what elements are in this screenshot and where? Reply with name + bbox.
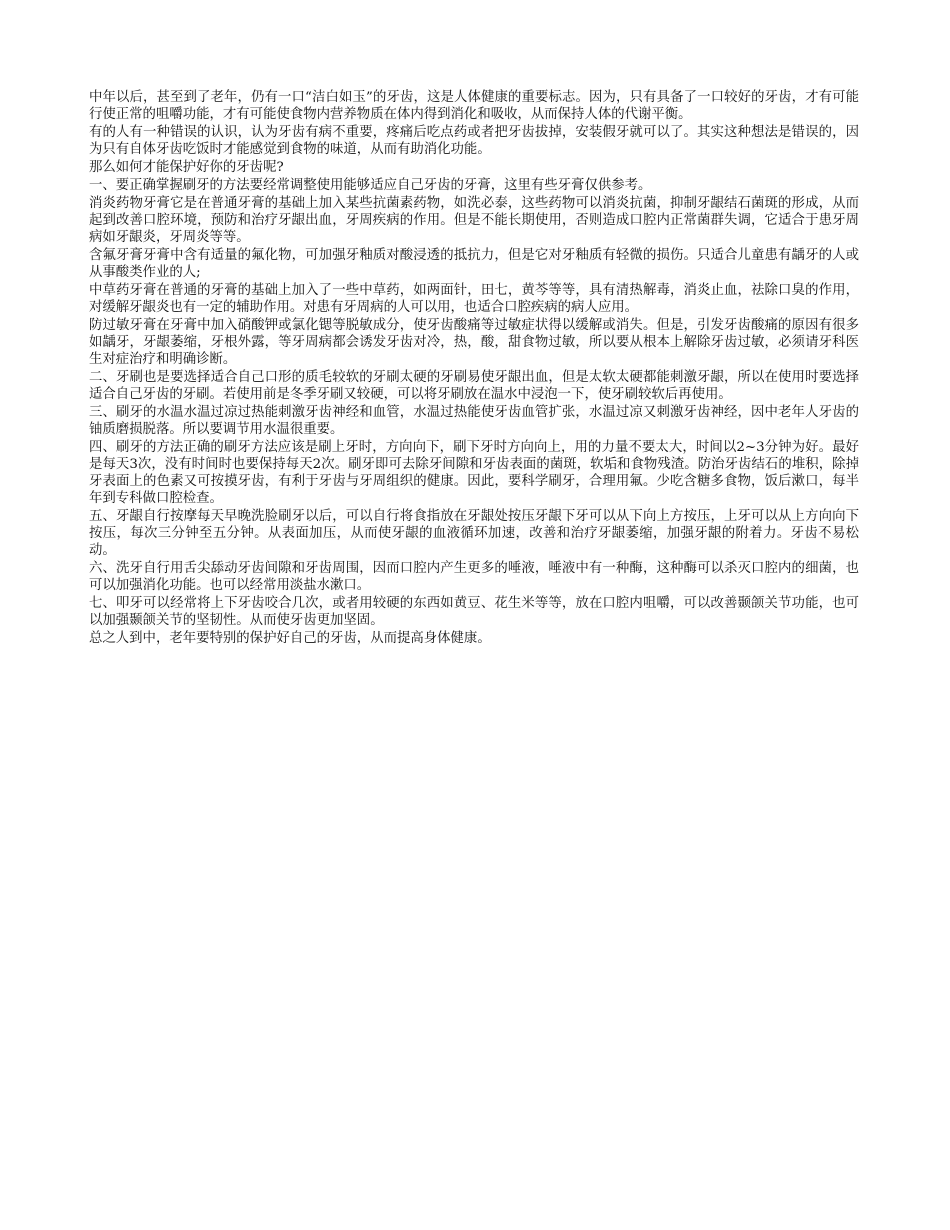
paragraph-section-2: 二、牙刷也是要选择适合自己口形的质毛较软的牙刷太硬的牙刷易使牙龈出血，但是太软太硬都能刺激牙龈，所以在使用时要选择适合自己牙齿的牙刷。若使用前是冬季牙刷又较硬，可以将牙刷放在温水中浸泡一下，使牙刷较软后再使用。 bbox=[89, 370, 859, 402]
paragraph-section-6: 六、洗牙自行用舌尖舔动牙齿间隙和牙齿周围，因而口腔内产生更多的唾液，唾液中有一种酶，这种酶可以杀灭口腔内的细菌，也可以加强消化功能。也可以经常用淡盐水漱口。 bbox=[89, 561, 859, 593]
paragraph-section-3: 三、刷牙的水温水温过凉过热能刺激牙齿神经和血管，水温过热能使牙齿血管扩张，水温过凉又刺激牙齿神经，因中老年人牙齿的铀质磨损脱落。所以要调节用水温很重要。 bbox=[89, 405, 859, 437]
paragraph-fluoride-toothpaste: 含氟牙膏牙膏中含有适量的氟化物，可加强牙釉质对酸浸透的抵抗力，但是它对牙釉质有轻微的损伤。只适合儿童患有龋牙的人或从事酸类作业的人; bbox=[89, 248, 859, 280]
paragraph-conclusion: 总之人到中，老年要特别的保护好自己的牙齿，从而提高身体健康。 bbox=[89, 631, 491, 646]
paragraph-anti-inflammatory-toothpaste: 消炎药物牙膏它是在普通牙膏的基础上加入某些抗菌素药物，如洗必泰，这些药物可以消炎抗菌，抑制牙龈结石菌斑的形成，从而起到改善口腔环境，预防和治疗牙龈出血，牙周疾病的作用。但是不能长期使用，否则造成口腔内正常菌群失调，它适合于患牙周病如牙龈炎，牙周炎等等。 bbox=[89, 196, 859, 245]
paragraph-herbal-toothpaste: 中草药牙膏在普通的牙膏的基础上加入了一些中草药，如两面针，田七，黄芩等等，具有清热解毒，消炎止血，祛除口臭的作用，对缓解牙龈炎也有一定的辅助作用。对患有牙周病的人可以用，也适合口腔疾病的病人应用。 bbox=[89, 283, 859, 315]
paragraph-section-5: 五、牙龈自行按摩每天早晚洗脸刷牙以后，可以自行将食指放在牙龈处按压牙龈下牙可以从下向上方按压，上牙可以从上方向向下按压，每次三分钟至五分钟。从表面加压，从而使牙龈的血液循环加速，改善和治疗牙龈萎缩，加强牙龈的附着力。牙齿不易松动。 bbox=[89, 509, 859, 558]
paragraph-intro: 中年以后，甚至到了老年，仍有一口“洁白如玉”的牙齿，这是人体健康的重要标志。因为，只有具备了一口较好的牙齿，才有可能行使正常的咀嚼功能，才有可能使食物内营养物质在体内得到消化和吸收，从而保持人体的代谢平衡。 bbox=[89, 90, 859, 122]
paragraph-section-4: 四、刷牙的方法正确的刷牙方法应该是刷上牙时，方向向下，刷下牙时方向向上，用的力量不要太大，时间以2~3分钟为好。最好是每天3次，没有时间时也要保持每天2次。刷牙即可去除牙间隙和牙齿表面的菌斑，软垢和食物残渣。防治牙齿结石的堆积，除掉牙表面上的色素又可按摸牙齿，有利于牙齿与牙周组织的健康。因此，要科学刷牙，合理用氟。少吃含糖多食物，饭后漱口，每半年到专科做口腔检查。 bbox=[89, 440, 859, 506]
paragraph-section-1: 一、要正确掌握刷牙的方法要经常调整使用能够适应自己牙齿的牙膏，这里有些牙膏仅供参考。 bbox=[89, 178, 652, 193]
paragraph-section-7: 七、叩牙可以经常将上下牙齿咬合几次，或者用较硬的东西如黄豆、花生米等等，放在口腔内咀嚼，可以改善颞颌关节功能，也可以加强颞颌关节的坚韧性。从而使牙齿更加坚固。 bbox=[89, 596, 859, 628]
paragraph-desensitizing-toothpaste: 防过敏牙膏在牙膏中加入硝酸钾或氯化锶等脱敏成分，使牙齿酸痛等过敏症状得以缓解或消失。但是，引发牙齿酸痛的原因有很多如龋牙，牙龈萎缩，牙根外露，等牙周病都会诱发牙齿对冷，热，酸，甜食物过敏，所以要从根本上解除牙齿过敏，必须请牙科医生对症治疗和明确诊断。 bbox=[89, 318, 859, 367]
document-body bbox=[89, 89, 859, 648]
paragraph-misconception: 有的人有一种错误的认识，认为牙齿有病不重要，疼痛后吃点药或者把牙齿拔掉，安装假牙就可以了。其实这种想法是错误的，因为只有自体牙齿吃饭时才能感觉到食物的味道，从而有助消化功能。 bbox=[89, 125, 859, 157]
paragraph-question: 那么如何才能保护好你的牙齿呢? bbox=[89, 160, 284, 175]
